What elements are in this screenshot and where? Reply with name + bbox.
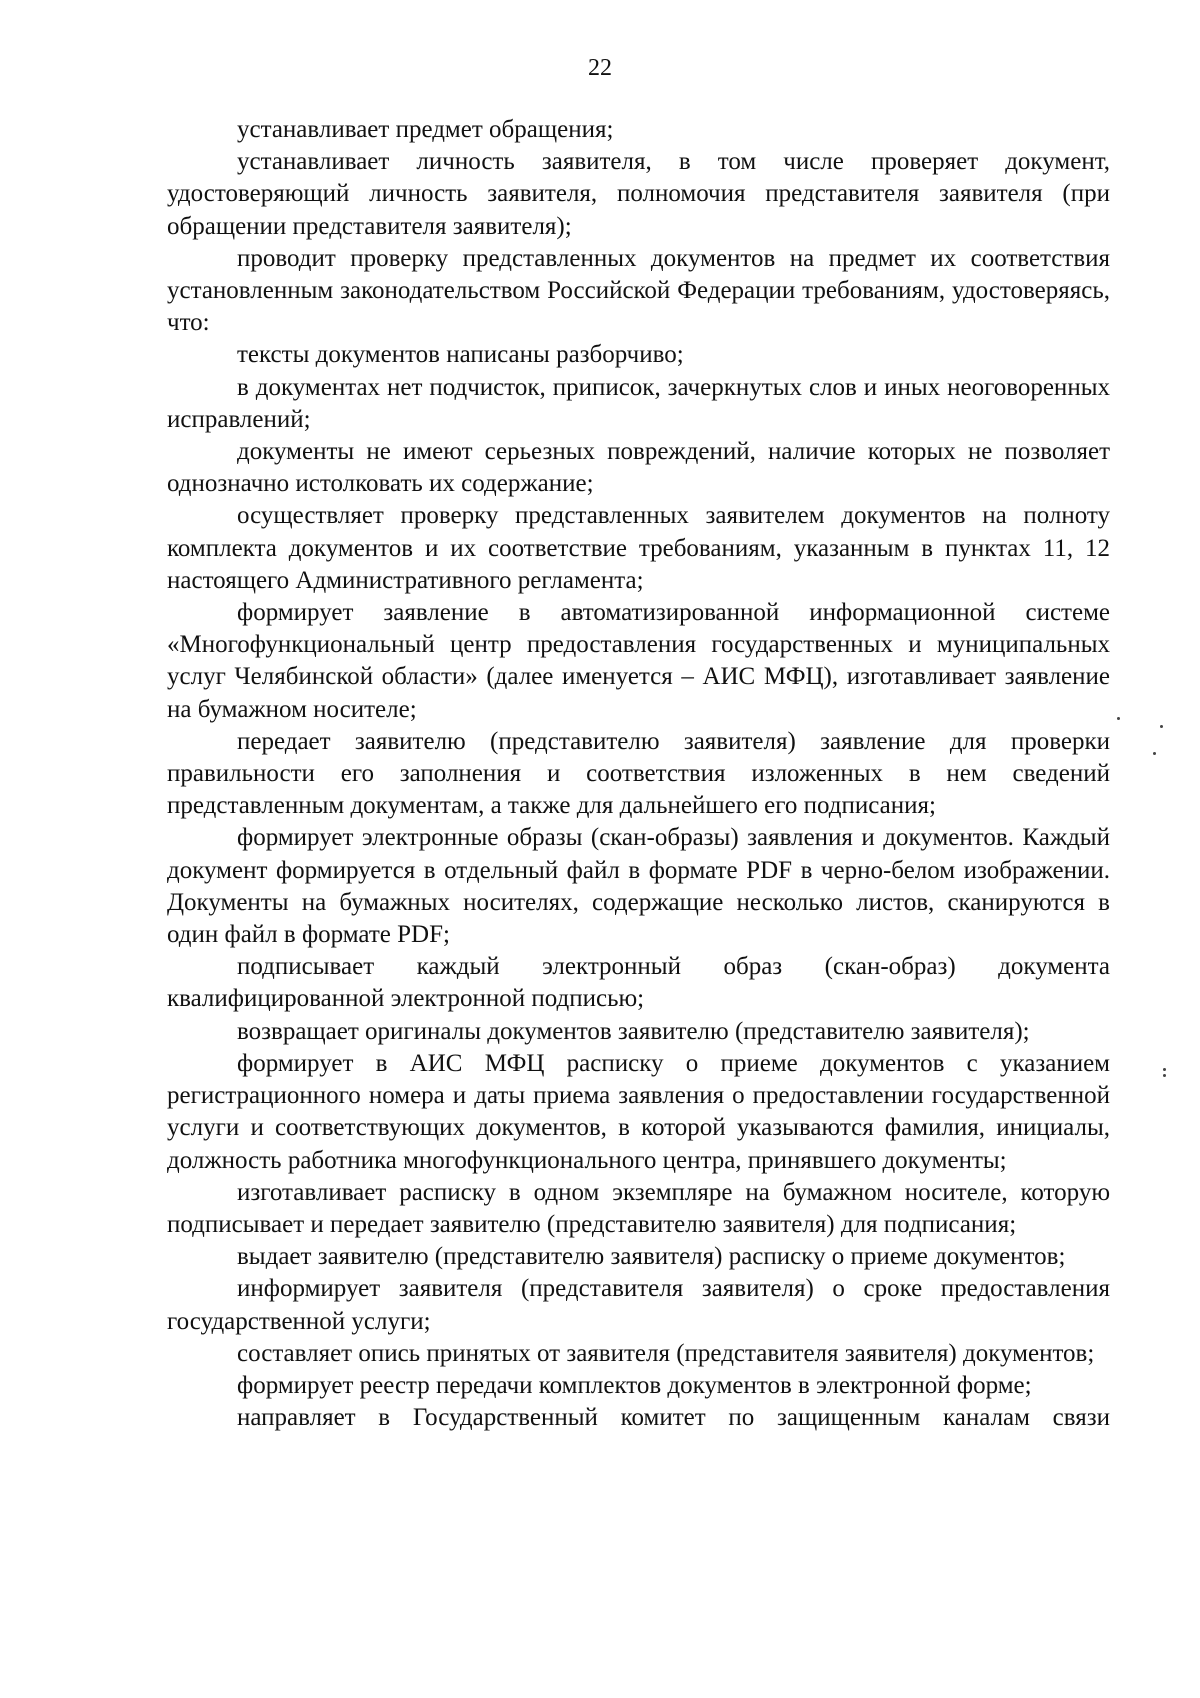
paragraph: составляет опись принятых от заявителя (представителя заявителя) документов; xyxy=(237,1339,1095,1367)
paragraph: формирует электронные образы (скан-образы) заявления и документов. Каждый документ формируется в отдельный файл в формате PDF в черно-белом изображении. Документы на бумажных носителях, содержащие несколько листов, сканируются в один файл в формате PDF; xyxy=(167,824,1110,949)
paragraph: выдает заявителю (представителю заявителя) расписку о приеме документов; xyxy=(237,1243,1066,1271)
paragraph: проводит проверку представленных документов на предмет их соответствия установленным законодательством Российской Федерации требованиям, удостоверяясь, что: xyxy=(167,244,1110,337)
paragraph: осуществляет проверку представленных заявителем документов на полноту комплекта документов и их соответствие требованиям, указанным в пунктах 11, 12 настоящего Административного регламента; xyxy=(167,502,1110,594)
paragraph: изготавливает расписку в одном экземпляре на бумажном носителе, которую подписывает и передает заявителю (представителю заявителя) для подписания; xyxy=(167,1178,1110,1238)
scan-speck xyxy=(1163,1068,1166,1071)
paragraph: тексты документов написаны разборчиво; xyxy=(237,341,684,369)
scan-speck xyxy=(1153,752,1156,755)
scan-speck xyxy=(1160,725,1163,728)
document-body xyxy=(167,114,1110,1434)
scan-speck xyxy=(1163,1074,1166,1077)
page-number: 22 xyxy=(588,55,612,81)
paragraph: устанавливает предмет обращения; xyxy=(237,116,614,143)
paragraph: направляет в Государственный комитет по защищенным каналам связи xyxy=(237,1404,1110,1432)
paragraph: возвращает оригиналы документов заявителю (представителю заявителя); xyxy=(237,1017,1030,1045)
paragraph: передает заявителю (представителю заявителя) заявление для проверки правильности его заполнения и соответствия изложенных в нем сведений представленным документам, а также для дальнейшего его подписания; xyxy=(167,727,1110,820)
paragraph: формирует заявление в автоматизированной информационной системе «Многофункциональный центр предоставления государственных и муниципальных услуг Челябинской области» (далее именуется – АИС МФЦ), изготавливает заявление на бумажном носителе; xyxy=(167,599,1110,723)
paragraph: устанавливает личность заявителя, в том числе проверяет документ, удостоверяющий личность заявителя, полномочия представителя заявителя (при обращении представителя заявителя); xyxy=(167,148,1110,240)
paragraph: формирует реестр передачи комплектов документов в электронной форме; xyxy=(237,1371,1032,1399)
paragraph: информирует заявителя (представителя заявителя) о сроке предоставления государственной услуги; xyxy=(167,1275,1110,1335)
paragraph: формирует в АИС МФЦ расписку о приеме документов с указанием регистрационного номера и даты приема заявления о предоставлении государственной услуги и соответствующих документов, в которой указываются фамилия, инициалы, должность работника многофункционального центра, принявшего документы; xyxy=(167,1049,1110,1174)
scan-speck xyxy=(1117,717,1120,720)
paragraph: подписывает каждый электронный образ (скан-образ) документа квалифицированной электронной подписью; xyxy=(167,953,1110,1013)
paragraph: документы не имеют серьезных повреждений, наличие которых не позволяет однозначно истолковать их содержание; xyxy=(167,438,1110,498)
paragraph: в документах нет подчисток, приписок, зачеркнутых слов и иных неоговоренных исправлений; xyxy=(167,373,1110,433)
